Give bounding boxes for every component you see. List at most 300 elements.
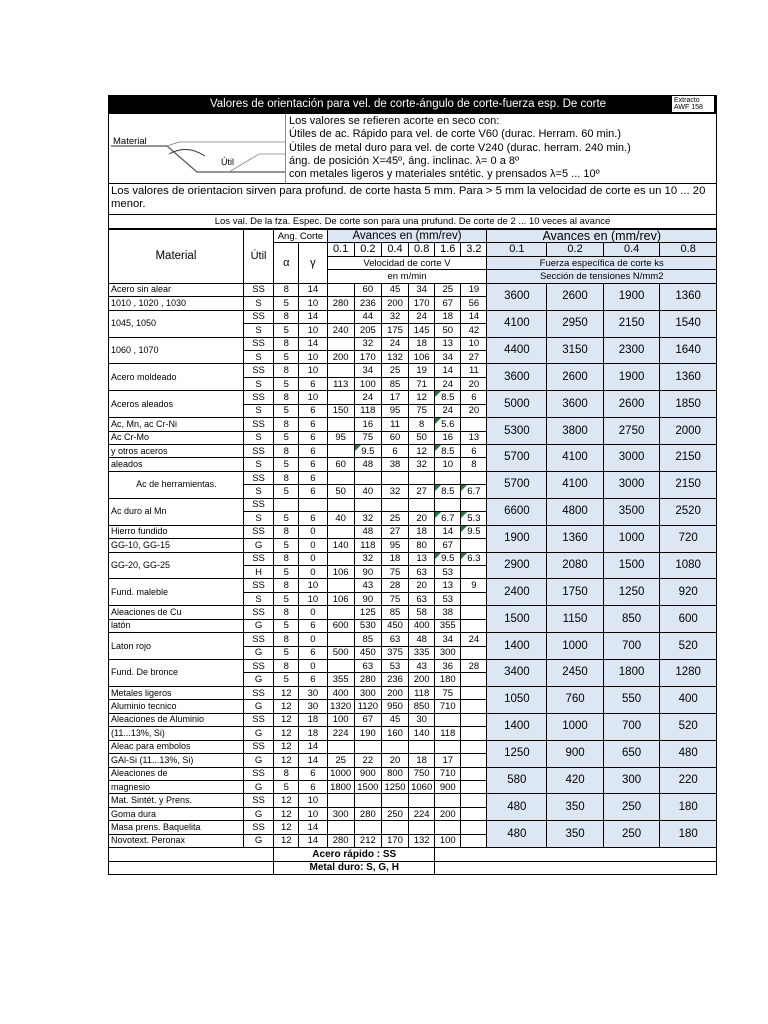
speed-value: 50 (435, 324, 461, 337)
speed-value: 9.5 (354, 445, 381, 458)
table-row (109, 606, 717, 619)
speed-value: 13 (461, 431, 487, 444)
speed-value: 19 (409, 364, 435, 377)
speed-feed-col: 0.8 (409, 243, 435, 256)
speed-value: 63 (409, 592, 435, 605)
speed-value: 6.7 (461, 485, 487, 498)
speed-value (461, 539, 487, 552)
force-value: 1900 (487, 525, 547, 552)
force-value: 1750 (547, 579, 604, 606)
speed-value: 18 (409, 337, 435, 350)
angle-gamma: 10 (299, 297, 327, 310)
angle-gamma: 6 (299, 780, 327, 793)
speed-value (354, 498, 381, 511)
force-value: 2950 (547, 310, 604, 337)
speed-value: 45 (381, 713, 408, 726)
force-value: 300 (603, 767, 660, 794)
angle-gamma: 14 (299, 283, 327, 296)
angle-gamma: 6 (299, 404, 327, 417)
speed-value: 1800 (327, 780, 354, 793)
speed-value (327, 391, 354, 404)
material-name: Aleaciones de Aluminio (109, 713, 244, 726)
angle-alpha: 5 (274, 324, 299, 337)
tool-type: S (243, 592, 273, 605)
speed-value: 13 (409, 552, 435, 565)
force-value: 480 (487, 794, 547, 821)
angle-gamma: 6 (299, 485, 327, 498)
speed-value (327, 471, 354, 484)
speed-value (461, 565, 487, 578)
speed-value: 375 (381, 646, 408, 659)
table-row (109, 767, 717, 780)
speed-value (327, 337, 354, 350)
angle-gamma: 0 (299, 660, 327, 673)
speed-feed-col: 0.4 (381, 243, 408, 256)
material-name: Fund. maleble (109, 579, 244, 606)
material-name: 1010 , 1020 , 1030 (109, 297, 244, 310)
cutting-data-table (108, 229, 717, 875)
speed-value: 24 (435, 377, 461, 390)
angle-alpha: 8 (274, 391, 299, 404)
tool-type: SS (243, 633, 273, 646)
angle-gamma: 10 (299, 579, 327, 592)
speed-value: 56 (461, 297, 487, 310)
force-value: 1080 (660, 552, 717, 579)
speed-value (435, 740, 461, 753)
angle-alpha: 8 (274, 310, 299, 323)
speed-value (327, 418, 354, 431)
table-row (109, 283, 717, 296)
angle-gamma: 0 (299, 525, 327, 538)
angle-alpha: 8 (274, 552, 299, 565)
force-value: 2300 (603, 337, 660, 364)
speed-value (327, 445, 354, 458)
speed-value (381, 740, 408, 753)
material-name: 1045, 1050 (109, 310, 244, 337)
material-name: Goma dura (109, 807, 244, 820)
speed-value: 6 (461, 445, 487, 458)
force-value: 3800 (547, 418, 604, 445)
speed-value (461, 794, 487, 807)
speed-value (435, 794, 461, 807)
speed-value: 14 (435, 364, 461, 377)
angle-gamma: 0 (299, 633, 327, 646)
speed-value: 22 (354, 754, 381, 767)
intro-line: áng. de posición X=45º, áng. inclinac. λ= 0 a 8º (289, 154, 520, 167)
speed-value (327, 821, 354, 834)
table-row (109, 445, 717, 458)
speed-value: 280 (327, 297, 354, 310)
table-row (109, 821, 717, 834)
force-value: 600 (660, 606, 717, 633)
angle-alpha: 12 (274, 821, 299, 834)
speed-value (409, 740, 435, 753)
speed-value: 280 (354, 807, 381, 820)
speed-value: 25 (381, 512, 408, 525)
speed-value: 20 (381, 754, 408, 767)
force-value: 1050 (487, 686, 547, 713)
speed-value: 200 (327, 350, 354, 363)
speed-value (409, 821, 435, 834)
angle-alpha: 8 (274, 471, 299, 484)
force-value: 520 (660, 713, 717, 740)
table-row (109, 579, 717, 592)
angle-alpha: 12 (274, 713, 299, 726)
force-value: 2750 (603, 418, 660, 445)
speed-value (435, 471, 461, 484)
force-note: Los val. De la fza. Espec. De corte son para una prufund. De corte de 2 ... 10 veces al avance (108, 215, 717, 229)
speed-value: 50 (327, 485, 354, 498)
speed-value: 67 (435, 539, 461, 552)
diagram-label-material: Material (113, 136, 147, 147)
angle-gamma: 6 (299, 431, 327, 444)
tool-type: S (243, 297, 273, 310)
speed-value: 710 (435, 767, 461, 780)
table-row (109, 686, 717, 699)
speed-value: 11 (461, 364, 487, 377)
speed-value: 170 (381, 834, 408, 847)
speed-value: 95 (381, 539, 408, 552)
tool-type: G (243, 754, 273, 767)
speed-value: 53 (381, 660, 408, 673)
speed-value: 5.3 (461, 512, 487, 525)
tool-type: S (243, 512, 273, 525)
speed-value: 71 (409, 377, 435, 390)
force-value: 3600 (487, 283, 547, 310)
force-value: 5000 (487, 391, 547, 418)
speed-value: 8.5 (435, 445, 461, 458)
material-name: Metales ligeros (109, 686, 244, 699)
force-feed-col: 0.4 (603, 243, 660, 256)
angle-gamma: 14 (299, 754, 327, 767)
table-row (109, 552, 717, 565)
speed-value (381, 498, 408, 511)
angle-alpha: 5 (274, 646, 299, 659)
force-value: 2150 (603, 310, 660, 337)
speed-value: 12 (409, 445, 435, 458)
speed-value: 106 (327, 565, 354, 578)
force-value: 1360 (547, 525, 604, 552)
speed-value: 1320 (327, 700, 354, 713)
speed-value: 100 (435, 834, 461, 847)
speed-value: 25 (327, 754, 354, 767)
speed-feed-col: 0.1 (327, 243, 354, 256)
speed-value (381, 794, 408, 807)
speed-value: 63 (409, 565, 435, 578)
speed-value: 48 (354, 458, 381, 471)
header-gamma: γ (299, 243, 327, 283)
speed-value: 75 (354, 431, 381, 444)
table-body (109, 283, 717, 847)
table-row (109, 471, 717, 484)
speed-value (381, 821, 408, 834)
material-name: Laton rojo (109, 633, 244, 660)
force-value: 1280 (660, 660, 717, 687)
speed-value: 8.5 (435, 391, 461, 404)
speed-value: 118 (354, 404, 381, 417)
angle-gamma: 14 (299, 834, 327, 847)
angle-alpha: 12 (274, 754, 299, 767)
speed-value: 250 (381, 807, 408, 820)
force-value: 2900 (487, 552, 547, 579)
speed-value (461, 713, 487, 726)
speed-value: 14 (461, 310, 487, 323)
speed-feed-col: 0.2 (354, 243, 381, 256)
speed-value: 600 (327, 619, 354, 632)
speed-value: 1250 (381, 780, 408, 793)
force-value: 550 (603, 686, 660, 713)
angle-alpha: 5 (274, 565, 299, 578)
angle-gamma: 10 (299, 592, 327, 605)
angle-gamma: 0 (299, 565, 327, 578)
force-value: 250 (603, 821, 660, 848)
speed-value: 67 (435, 297, 461, 310)
force-value: 350 (547, 821, 604, 848)
angle-gamma: 14 (299, 310, 327, 323)
angle-gamma: 14 (299, 740, 327, 753)
speed-value: 34 (435, 350, 461, 363)
force-value: 2600 (547, 364, 604, 391)
force-value: 3500 (603, 498, 660, 525)
speed-value: 45 (381, 283, 408, 296)
speed-value: 25 (435, 283, 461, 296)
speed-value: 24 (381, 337, 408, 350)
force-unit: Sección de tensiones N/mm2 (487, 270, 717, 283)
force-value: 420 (547, 767, 604, 794)
speed-value: 50 (409, 431, 435, 444)
force-value: 1000 (603, 525, 660, 552)
speed-value: 224 (409, 807, 435, 820)
speed-value: 60 (354, 283, 381, 296)
force-value: 1900 (603, 283, 660, 310)
speed-value (461, 498, 487, 511)
speed-value (409, 471, 435, 484)
header-feeds-speed: Avances en (mm/rev) (327, 230, 487, 243)
force-value: 350 (547, 794, 604, 821)
force-value: 3150 (547, 337, 604, 364)
speed-value: 43 (409, 660, 435, 673)
material-name: Aluminio tecnico (109, 700, 244, 713)
speed-value: 113 (327, 377, 354, 390)
force-value: 250 (603, 794, 660, 821)
tool-type: SS (243, 767, 273, 780)
angle-gamma: 30 (299, 700, 327, 713)
angle-gamma: 6 (299, 458, 327, 471)
speed-value: 170 (354, 350, 381, 363)
speed-value (461, 821, 487, 834)
speed-value: 224 (327, 727, 354, 740)
speed-value: 500 (327, 646, 354, 659)
speed-value: 118 (435, 727, 461, 740)
speed-value: 75 (381, 565, 408, 578)
tool-type: SS (243, 686, 273, 699)
speed-value: 20 (461, 377, 487, 390)
tool-type: SS (243, 310, 273, 323)
speed-value: 36 (435, 660, 461, 673)
speed-value: 145 (409, 324, 435, 337)
table-row (109, 740, 717, 753)
table-row (109, 633, 717, 646)
angle-gamma: 10 (299, 350, 327, 363)
tool-type: G (243, 619, 273, 632)
tool-type: SS (243, 445, 273, 458)
force-value: 2600 (547, 283, 604, 310)
angle-alpha: 8 (274, 579, 299, 592)
angle-gamma: 18 (299, 727, 327, 740)
speed-value: 200 (409, 673, 435, 686)
material-name: Aleaciones de Cu (109, 606, 244, 619)
speed-value: 95 (327, 431, 354, 444)
angle-alpha: 8 (274, 525, 299, 538)
speed-value: 450 (354, 646, 381, 659)
angle-alpha: 5 (274, 539, 299, 552)
table-row (109, 660, 717, 673)
speed-value (327, 660, 354, 673)
speed-value: 28 (381, 579, 408, 592)
force-value: 2600 (603, 391, 660, 418)
angle-alpha: 12 (274, 794, 299, 807)
speed-value (461, 780, 487, 793)
sheet-title: Valores de orientación para vel. de corte-ángulo de corte-fuerza esp. De corte (209, 98, 607, 110)
speed-value: 32 (381, 485, 408, 498)
table-row (109, 525, 717, 538)
speed-value: 140 (327, 539, 354, 552)
speed-value: 85 (381, 606, 408, 619)
speed-value (327, 525, 354, 538)
table-row (109, 364, 717, 377)
force-value: 1540 (660, 310, 717, 337)
force-value: 180 (660, 794, 717, 821)
speed-value (461, 740, 487, 753)
tool-type: G (243, 834, 273, 847)
cutting-diagram-icon (109, 114, 285, 183)
speed-value (327, 310, 354, 323)
speed-feed-col: 1.6 (435, 243, 461, 256)
header-angles: Ang. Corte (274, 230, 327, 243)
tool-type: S (243, 431, 273, 444)
material-name: Ac duro al Mn (109, 498, 244, 525)
speed-value: 58 (409, 606, 435, 619)
speed-value (461, 686, 487, 699)
tool-type: G (243, 539, 273, 552)
speed-value (435, 498, 461, 511)
speed-value: 53 (435, 592, 461, 605)
speed-value: 106 (409, 350, 435, 363)
header-alpha: α (274, 243, 299, 283)
speed-value: 190 (354, 727, 381, 740)
speed-value (461, 834, 487, 847)
speed-value: 34 (435, 633, 461, 646)
angle-gamma: 6 (299, 512, 327, 525)
speed-value: 63 (381, 633, 408, 646)
force-value: 700 (603, 713, 660, 740)
tool-type: SS (243, 660, 273, 673)
force-value: 3000 (603, 471, 660, 498)
force-value: 2000 (660, 418, 717, 445)
speed-value: 80 (409, 539, 435, 552)
tool-type: SS (243, 552, 273, 565)
diagram-label-tool: Útil (221, 157, 234, 167)
angle-gamma: 14 (299, 337, 327, 350)
tool-type: SS (243, 579, 273, 592)
speed-value: 9.5 (435, 552, 461, 565)
tool-type: SS (243, 364, 273, 377)
force-value: 4400 (487, 337, 547, 364)
force-value: 5700 (487, 445, 547, 472)
force-value: 3000 (603, 445, 660, 472)
speed-value: 200 (381, 297, 408, 310)
force-value: 650 (603, 740, 660, 767)
table-row (109, 794, 717, 807)
force-feed-col: 0.1 (487, 243, 547, 256)
speed-value: 175 (381, 324, 408, 337)
material-name: Mat. Sintét. y Prens. (109, 794, 244, 807)
force-value: 3600 (547, 391, 604, 418)
speed-value (461, 754, 487, 767)
speed-value: 44 (354, 310, 381, 323)
speed-value: 48 (409, 633, 435, 646)
material-name: Ac Cr-Mo (109, 431, 244, 444)
angle-gamma: 0 (299, 552, 327, 565)
speed-value (461, 592, 487, 605)
force-value: 480 (487, 821, 547, 848)
speed-feed-col: 3.2 (461, 243, 487, 256)
speed-value: 30 (409, 713, 435, 726)
tool-type: SS (243, 713, 273, 726)
material-name: latón (109, 619, 244, 632)
speed-value: 20 (461, 404, 487, 417)
tool-type: SS (243, 606, 273, 619)
title-bar (108, 95, 717, 114)
speed-value: 24 (435, 404, 461, 417)
angle-alpha: 5 (274, 350, 299, 363)
header-tool: Útil (243, 230, 273, 284)
speed-value: 400 (409, 619, 435, 632)
speed-value: 212 (354, 834, 381, 847)
speed-value: 48 (354, 525, 381, 538)
speed-value: 18 (409, 525, 435, 538)
speed-value (461, 727, 487, 740)
force-value: 4800 (547, 498, 604, 525)
angle-gamma: 0 (299, 606, 327, 619)
speed-value: 8 (409, 418, 435, 431)
force-value: 1900 (603, 364, 660, 391)
intro-line: Útiles de metal duro para vel. de corte V240 (durac. herram. 240 min.) (289, 141, 631, 154)
angle-gamma: 18 (299, 713, 327, 726)
speed-value: 40 (327, 512, 354, 525)
speed-value: 13 (435, 579, 461, 592)
tool-type: SS (243, 471, 273, 484)
speed-value: 9.5 (461, 525, 487, 538)
angle-gamma: 14 (299, 821, 327, 834)
tool-type: SS (243, 391, 273, 404)
intro-panel (108, 114, 717, 184)
speed-value: 18 (409, 754, 435, 767)
force-value: 700 (603, 633, 660, 660)
angle-alpha: 8 (274, 418, 299, 431)
tool-type: G (243, 700, 273, 713)
angle-gamma: 6 (299, 377, 327, 390)
intro-line: Los valores se refieren acorte en seco con: (289, 115, 500, 127)
speed-value: 118 (354, 539, 381, 552)
force-value: 1000 (547, 633, 604, 660)
tool-type: SS (243, 740, 273, 753)
material-name: GG-20, GG-25 (109, 552, 244, 579)
force-value: 1360 (660, 364, 717, 391)
speed-value (461, 807, 487, 820)
force-value: 3400 (487, 660, 547, 687)
speed-value: 95 (381, 404, 408, 417)
